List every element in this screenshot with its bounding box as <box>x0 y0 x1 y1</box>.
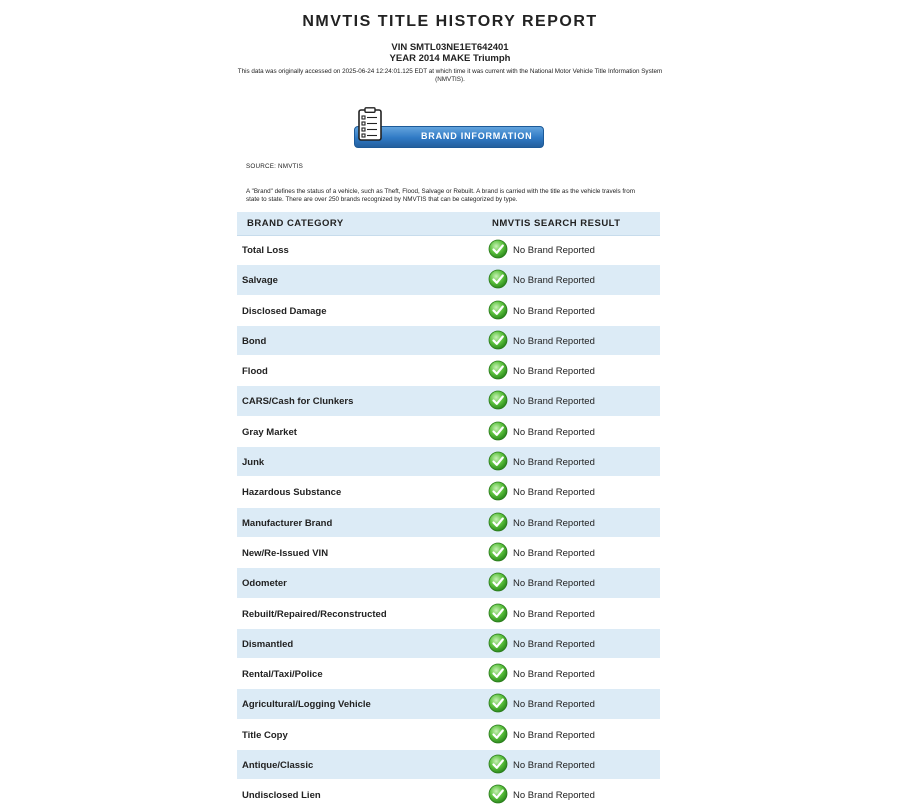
green-check-icon <box>488 360 508 380</box>
green-check-icon <box>488 269 508 289</box>
green-check-icon <box>488 572 508 592</box>
table-row <box>237 599 660 629</box>
green-check-icon <box>488 481 508 501</box>
brand-category-cell: New/Re-Issued VIN <box>242 547 329 559</box>
green-check-icon <box>488 239 508 259</box>
brand-category-cell: Antique/Classic <box>242 760 314 772</box>
brand-category-cell: Gray Market <box>242 426 297 438</box>
report-title: NMVTIS TITLE HISTORY REPORT <box>302 13 598 30</box>
table-row <box>237 326 660 356</box>
table-row <box>237 508 660 538</box>
green-check-icon <box>488 754 508 774</box>
search-result-cell: No Brand Reported <box>513 578 595 590</box>
brand-category-cell: Junk <box>242 457 265 469</box>
brand-category-cell: Salvage <box>242 275 278 287</box>
search-result-cell: No Brand Reported <box>513 790 595 802</box>
brand-category-cell: Disclosed Damage <box>242 305 327 317</box>
brand-category-cell: Rental/Taxi/Police <box>242 669 323 681</box>
green-check-icon <box>488 724 508 744</box>
green-check-icon <box>488 542 508 562</box>
table-row <box>237 750 660 780</box>
search-result-cell: No Brand Reported <box>513 729 595 741</box>
clipboard-checklist-icon <box>358 107 382 141</box>
table-row <box>237 689 660 719</box>
brand-information-banner <box>352 107 544 149</box>
green-check-icon <box>488 451 508 471</box>
year-make-line: YEAR 2014 MAKE Triumph <box>389 53 511 64</box>
table-row <box>237 235 660 265</box>
table-row <box>237 417 660 447</box>
search-result-cell: No Brand Reported <box>513 608 595 620</box>
brand-category-cell: Title Copy <box>242 729 288 741</box>
green-check-icon <box>488 300 508 320</box>
green-check-icon <box>488 330 508 350</box>
search-result-cell: No Brand Reported <box>513 275 595 287</box>
search-result-cell: No Brand Reported <box>513 366 595 378</box>
search-result-cell: No Brand Reported <box>513 457 595 469</box>
brand-category-cell: Undisclosed Lien <box>242 790 321 802</box>
table-row <box>237 720 660 750</box>
table-row <box>237 629 660 659</box>
search-result-cell: No Brand Reported <box>513 245 595 256</box>
green-check-icon <box>488 663 508 683</box>
green-check-icon <box>488 693 508 713</box>
brand-category-cell: Bond <box>242 335 267 347</box>
table-row <box>237 447 660 477</box>
search-result-cell: No Brand Reported <box>513 669 595 681</box>
brand-category-cell: Agricultural/Logging Vehicle <box>242 699 371 711</box>
brand-table-body <box>237 235 660 811</box>
search-result-cell: No Brand Reported <box>513 638 595 650</box>
source-line: SOURCE: NMVTIS <box>246 163 304 170</box>
table-row <box>237 568 660 598</box>
brand-category-cell: Total Loss <box>242 245 289 256</box>
search-result-cell: No Brand Reported <box>513 760 595 772</box>
brand-category-cell: Odometer <box>242 578 287 590</box>
vin-line: VIN SMTL03NE1ET642401 <box>391 42 509 53</box>
green-check-icon <box>488 390 508 410</box>
search-result-cell: No Brand Reported <box>513 426 595 438</box>
table-row <box>237 538 660 568</box>
brand-category-cell: Hazardous Substance <box>242 487 342 499</box>
search-result-cell: No Brand Reported <box>513 547 595 559</box>
green-check-icon <box>488 421 508 441</box>
brand-category-cell: Dismantled <box>242 638 294 650</box>
brand-category-cell: CARS/Cash for Clunkers <box>242 396 354 408</box>
header-brand-category: BRAND CATEGORY <box>247 218 344 229</box>
search-result-cell: No Brand Reported <box>513 699 595 711</box>
table-header <box>237 212 660 236</box>
table-row <box>237 265 660 295</box>
green-check-icon <box>488 784 508 804</box>
search-result-cell: No Brand Reported <box>513 305 595 317</box>
search-result-cell: No Brand Reported <box>513 487 595 499</box>
access-note: This data was originally accessed on 2025-06-24 12:24:01.125 EDT at which time it was current with the National Motor Vehicle Title Information System (NMVTIS). <box>237 68 663 83</box>
header-search-result: NMVTIS SEARCH RESULT <box>492 218 621 229</box>
table-row <box>237 356 660 386</box>
green-check-icon <box>488 512 508 532</box>
table-row <box>237 780 660 810</box>
vehicle-summary <box>0 42 900 64</box>
search-result-cell: No Brand Reported <box>513 396 595 408</box>
table-row <box>237 386 660 416</box>
banner-bar <box>354 126 544 148</box>
green-check-icon <box>488 633 508 653</box>
brand-category-cell: Flood <box>242 366 268 378</box>
table-row <box>237 296 660 326</box>
table-row <box>237 477 660 507</box>
search-result-cell: No Brand Reported <box>513 517 595 529</box>
brand-description: A "Brand" defines the status of a vehicle, such as Theft, Flood, Salvage or Rebuilt. A brand is carried with the title as the vehicle travels from state to state. There are over 250 brands recognized by NMVTIS that can be categorized by type. <box>246 188 636 203</box>
brand-category-cell: Rebuilt/Repaired/Reconstructed <box>242 608 387 620</box>
table-row <box>237 659 660 689</box>
banner-label: BRAND INFORMATION <box>421 131 533 141</box>
search-result-cell: No Brand Reported <box>513 335 595 347</box>
green-check-icon <box>488 603 508 623</box>
brand-category-cell: Manufacturer Brand <box>242 517 333 529</box>
